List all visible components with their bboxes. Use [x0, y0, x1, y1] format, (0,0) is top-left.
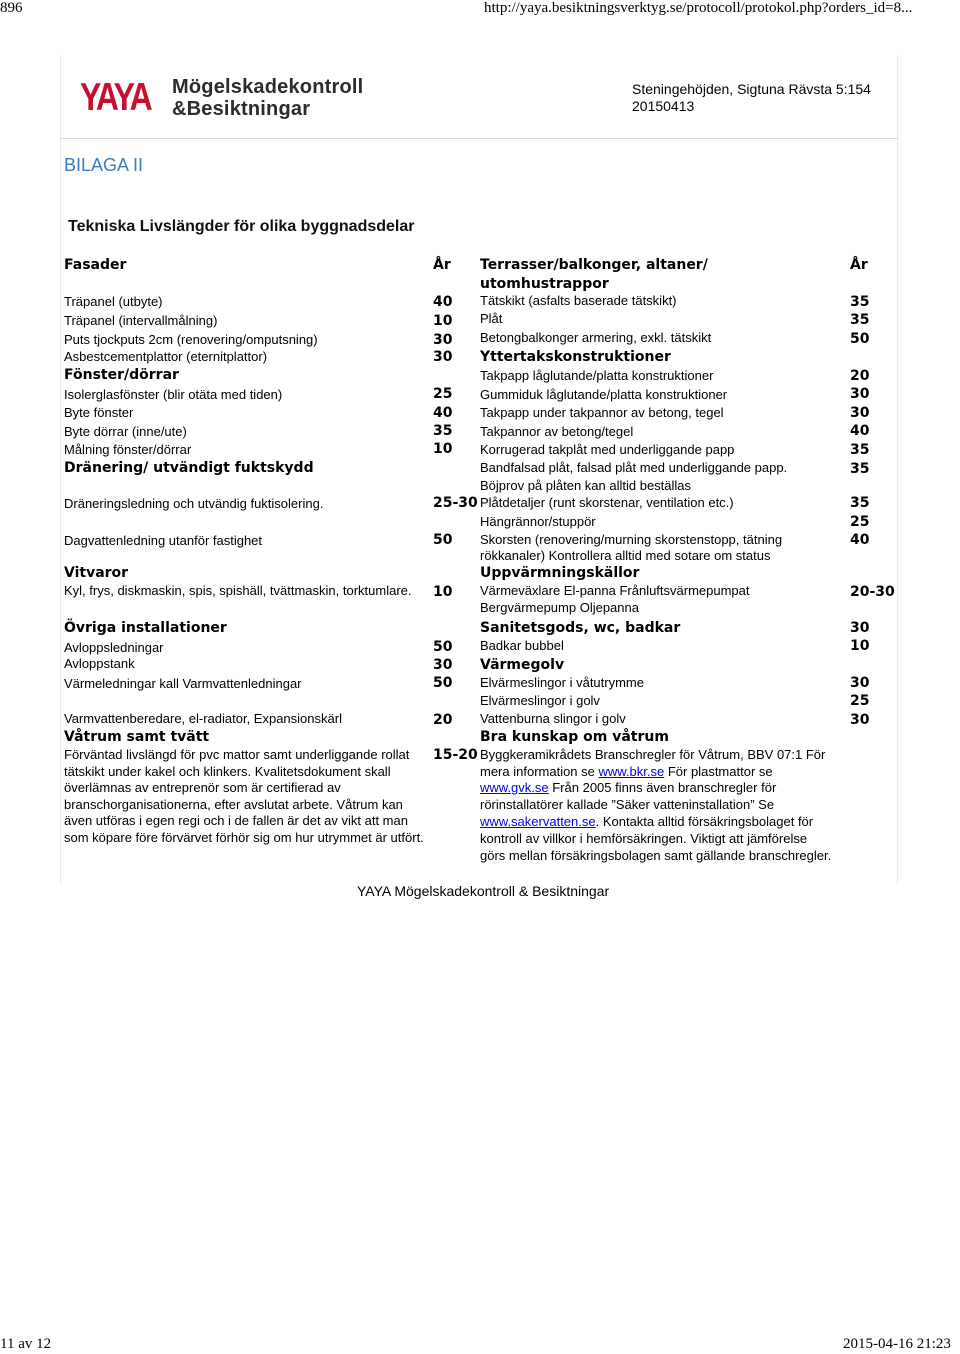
list-item: Värmeväxlare El-panna Frånluftsvärmepumpat [480, 583, 750, 598]
page-title: Tekniska Livslängder för olika byggnadsdelar [68, 218, 415, 235]
item-value: 20 [850, 368, 870, 384]
kunskap-line: mera information se www.bkr.se För plastmattor se [480, 764, 773, 779]
list-item: Gummiduk låglutande/platta konstruktioner [480, 387, 728, 402]
item-value: 40 [433, 294, 453, 310]
frame-right-border [897, 55, 898, 885]
item-value: 30 [433, 332, 453, 348]
kunskap-heading: Bra kunskap om våtrum [480, 729, 669, 745]
print-page-number: 896 [0, 0, 23, 16]
report-date: 20150413 [632, 98, 695, 114]
item-value: 30 [433, 657, 453, 673]
terrasser-heading-2: utomhustrappor [480, 276, 609, 292]
property-address: Steningehöjden, Sigtuna Rävsta 5:154 [632, 81, 871, 97]
list-item: Plåt [480, 311, 503, 326]
list-item: Varmvattenberedare, el-radiator, Expansionskärl [64, 711, 342, 726]
sakervatten-link[interactable]: www.sakervatten.se [480, 814, 596, 829]
item-value: 50 [433, 639, 453, 655]
print-page-of: 11 av 12 [0, 1336, 52, 1352]
gvk-link[interactable]: www.gvk.se [480, 780, 549, 795]
item-value: 50 [850, 331, 870, 347]
item-value: 35 [850, 312, 870, 328]
header-divider [60, 138, 898, 139]
item-value: 15-20 [433, 747, 478, 763]
item-value: 30 [850, 712, 870, 728]
item-value: 50 [433, 532, 453, 548]
list-item: Värmeledningar kall Varmvattenledningar [64, 676, 302, 691]
list-item: Skorsten (renovering/murning skorstenstopp, tätning [480, 532, 783, 547]
list-item: Elvärmeslingor i våtutrymme [480, 675, 644, 690]
list-item: Avloppstank [64, 656, 135, 671]
kunskap-line: www.gvk.se Från 2005 finns även branschregler för [480, 780, 777, 795]
kunskap-line: Byggkeramikrådets Branschregler för Våtrum, BBV 07:1 För [480, 747, 826, 762]
print-url: http://yaya.besiktningsverktyg.se/protocoll/protokol.php?orders_id=8... [484, 0, 913, 16]
list-item: rökkanaler) Kontrollera alltid med sotare om status [480, 548, 771, 563]
list-item: Puts tjockputs 2cm (renovering/omputsning) [64, 332, 318, 347]
frame-left-border [60, 55, 61, 885]
list-item: Byte dörrar (inne/ute) [64, 424, 187, 439]
item-value: 35 [850, 495, 870, 511]
list-item: Isolerglasfönster (blir otäta med tiden) [64, 387, 283, 402]
list-item: Dräneringsledning och utvändig fuktisolering. [64, 496, 324, 511]
list-item: Betongbalkonger armering, exkl. tätskikt [480, 330, 712, 345]
item-value: 35 [850, 461, 870, 477]
kunskap-line: kontroll av villkor i hemförsäkringen. Viktigt att jämförelse [480, 831, 808, 846]
list-item: Plåtdetaljer (runt skorstenar, ventilation etc.) [480, 495, 734, 510]
item-value: 30 [433, 349, 453, 365]
list-item: Takpannor av betong/tegel [480, 424, 634, 439]
list-item: Korrugerad takplåt med underliggande papp [480, 442, 735, 457]
bkr-link[interactable]: www.bkr.se [598, 764, 665, 779]
item-value: 25 [850, 514, 870, 530]
list-item: Takpapp låglutande/platta konstruktioner [480, 368, 714, 383]
item-value: 20-30 [850, 584, 895, 600]
vatrum-heading: Våtrum samt tvätt [64, 729, 210, 745]
item-value: 40 [433, 405, 453, 421]
list-item: Böjprov på plåten kan alltid beställas [480, 478, 692, 493]
print-datetime: 2015-04-16 21:23 [843, 1336, 951, 1352]
fasader-year-label: År [433, 257, 451, 273]
list-item: Byte fönster [64, 405, 134, 420]
list-item: Avloppsledningar [64, 640, 164, 655]
fonster-heading: Fönster/dörrar [64, 367, 179, 383]
list-item: Bergvärmepump Oljepanna [480, 600, 639, 615]
list-item: Asbestcementplattor (eternitplattor) [64, 349, 268, 364]
kunskap-line: rörinstallatörer kallade ”Säker vatteninstallation” Se [480, 797, 775, 812]
varmegolv-heading: Värmegolv [480, 657, 565, 673]
item-value: 25 [433, 386, 453, 402]
list-item: Badkar bubbel [480, 638, 564, 653]
fasader-heading: Fasader [64, 257, 127, 273]
item-value: 30 [850, 386, 870, 402]
sanitet-heading: Sanitetsgods, wc, badkar [480, 620, 681, 636]
terrasser-year-label: År [850, 257, 868, 273]
vatrum-text: Förväntad livslängd för pvc mattor samt underliggande rollat tätskikt under kakel och klinkers. Kvalitetsdokument skall överlämnas av entreprenör som är certifierad av branschorganisationerna, efter avslutat arbete. Våtrum kan även utföras i egen regi och i de fallen är det av vikt att man som köpare före förvärvet förhör sig om hur utrymmet är utfört. [64, 747, 424, 845]
item-value: 25 [850, 693, 870, 709]
list-item: Vattenburna slingor i golv [480, 711, 626, 726]
ovriga-heading: Övriga installationer [64, 620, 227, 636]
document-footer: YAYA Mögelskadekontroll & Besiktningar [357, 883, 610, 899]
bilaga-heading: BILAGA II [64, 155, 144, 175]
list-item: Bandfalsad plåt, falsad plåt med underliggande papp. [480, 460, 788, 475]
uppvarmning-heading: Uppvärmningskällor [480, 565, 640, 581]
list-item: Elvärmeslingor i golv [480, 693, 600, 708]
item-value: 30 [850, 620, 870, 636]
item-value: 40 [850, 532, 870, 548]
item-value: 10 [433, 584, 453, 600]
terrasser-heading: Terrasser/balkonger, altaner/ [480, 257, 708, 273]
item-value: 25-30 [433, 495, 478, 511]
item-value: 35 [433, 423, 453, 439]
item-value: 40 [850, 423, 870, 439]
kunskap-line: www.sakervatten.se. Kontakta alltid försäkringsbolaget för [480, 814, 814, 829]
item-value: 10 [433, 441, 453, 457]
item-value: 50 [433, 675, 453, 691]
yttertak-heading: Yttertakskonstruktioner [480, 349, 671, 365]
vitvaror-heading: Vitvaror [64, 565, 129, 581]
item-value: 35 [850, 294, 870, 310]
list-item: Tätskikt (asfalts baserade tätskikt) [480, 293, 677, 308]
item-value: 20 [433, 712, 453, 728]
list-item: Kyl, frys, diskmaskin, spis, spishäll, tvättmaskin, torktumlare. [64, 583, 412, 598]
list-item: Målning fönster/dörrar [64, 442, 192, 457]
dranering-heading: Dränering/ utvändigt fuktskydd [64, 460, 314, 476]
list-item: Takpapp under takpannor av betong, tegel [480, 405, 724, 420]
list-item: Träpanel (utbyte) [64, 294, 163, 309]
list-item: Träpanel (intervallmålning) [64, 313, 218, 328]
kunskap-line: görs mellan försäkringsbolagen samt gällande branschregler. [480, 848, 832, 863]
item-value: 10 [433, 313, 453, 329]
item-value: 30 [850, 675, 870, 691]
item-value: 35 [850, 442, 870, 458]
list-item: Dagvattenledning utanför fastighet [64, 533, 263, 548]
list-item: Hängrännor/stupрör [480, 514, 596, 529]
item-value: 10 [850, 638, 870, 654]
company-logo: YAYA Mögelskadekontroll &Besiktningar [80, 76, 364, 120]
item-value: 30 [850, 405, 870, 421]
